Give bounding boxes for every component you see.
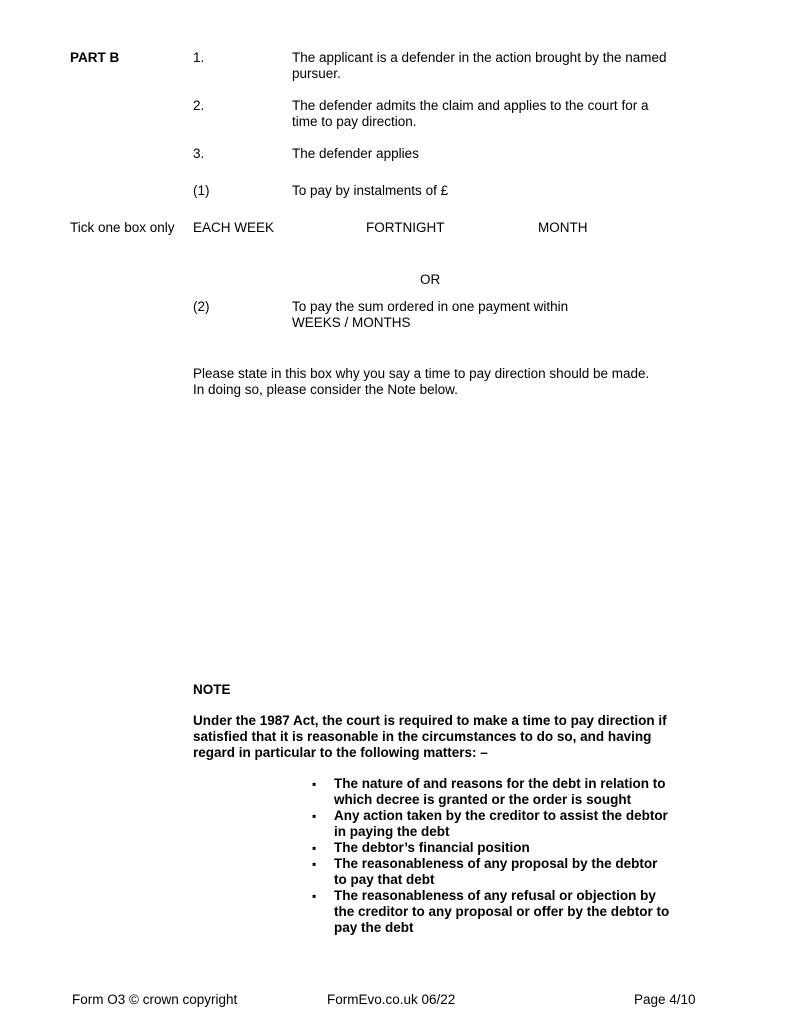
footer-source: FormEvo.co.uk 06/22 bbox=[327, 992, 456, 1007]
note-bullet: ▪ The reasonableness of any refusal or objection by the creditor to any proposal or offer by the debtor to pay the debt bbox=[312, 888, 672, 936]
footer-copyright: Form O3 © crown copyright bbox=[72, 992, 238, 1007]
option-1-number: (1) bbox=[193, 183, 210, 198]
item-text-2: The defender admits the claim and applies to the court for a time to pay direction. bbox=[292, 98, 649, 129]
item-text-3: The defender applies bbox=[292, 146, 419, 161]
option-month[interactable]: MONTH bbox=[538, 220, 588, 235]
note-bullet: ▪ The debtor’s financial position bbox=[312, 840, 672, 856]
item-number-3: 3. bbox=[193, 146, 205, 161]
option-each-week[interactable]: EACH WEEK bbox=[193, 220, 275, 235]
note-bullet: ▪ Any action taken by the creditor to assist the debtor in paying the debt bbox=[312, 808, 672, 840]
note-heading: NOTE bbox=[193, 682, 231, 697]
option-2-text-line1: To pay the sum ordered in one payment within bbox=[292, 299, 569, 314]
note-bullet: ▪ The nature of and reasons for the debt in relation to which decree is granted or the order is sought bbox=[312, 776, 672, 808]
tick-instruction: Tick one box only bbox=[70, 220, 175, 235]
option-2-number: (2) bbox=[193, 299, 210, 314]
option-2-text-line2: WEEKS / MONTHS bbox=[292, 315, 411, 330]
item-text-1: The applicant is a defender in the action brought by the named pursuer. bbox=[292, 50, 667, 81]
part-label: PART B bbox=[70, 50, 120, 65]
reason-prompt-line2: In doing so, please consider the Note below. bbox=[193, 382, 458, 397]
reason-prompt-line1: Please state in this box why you say a time to pay direction should be made. bbox=[193, 366, 650, 381]
option-1-text: To pay by instalments of £ bbox=[292, 183, 449, 198]
or-separator: OR bbox=[420, 272, 441, 287]
note-paragraph: Under the 1987 Act, the court is required to make a time to pay direction if satisfied that it is reasonable in the circumstances to do so, and having regard in particular to the following matters: – bbox=[193, 713, 667, 760]
footer-page-number: Page 4/10 bbox=[634, 992, 696, 1007]
item-number-2: 2. bbox=[193, 98, 205, 113]
item-number-1: 1. bbox=[193, 50, 205, 65]
note-bullet: ▪ The reasonableness of any proposal by the debtor to pay that debt bbox=[312, 856, 672, 888]
reason-answer-area[interactable] bbox=[193, 404, 663, 666]
option-fortnight[interactable]: FORTNIGHT bbox=[366, 220, 445, 235]
note-bullet-list bbox=[312, 776, 672, 936]
